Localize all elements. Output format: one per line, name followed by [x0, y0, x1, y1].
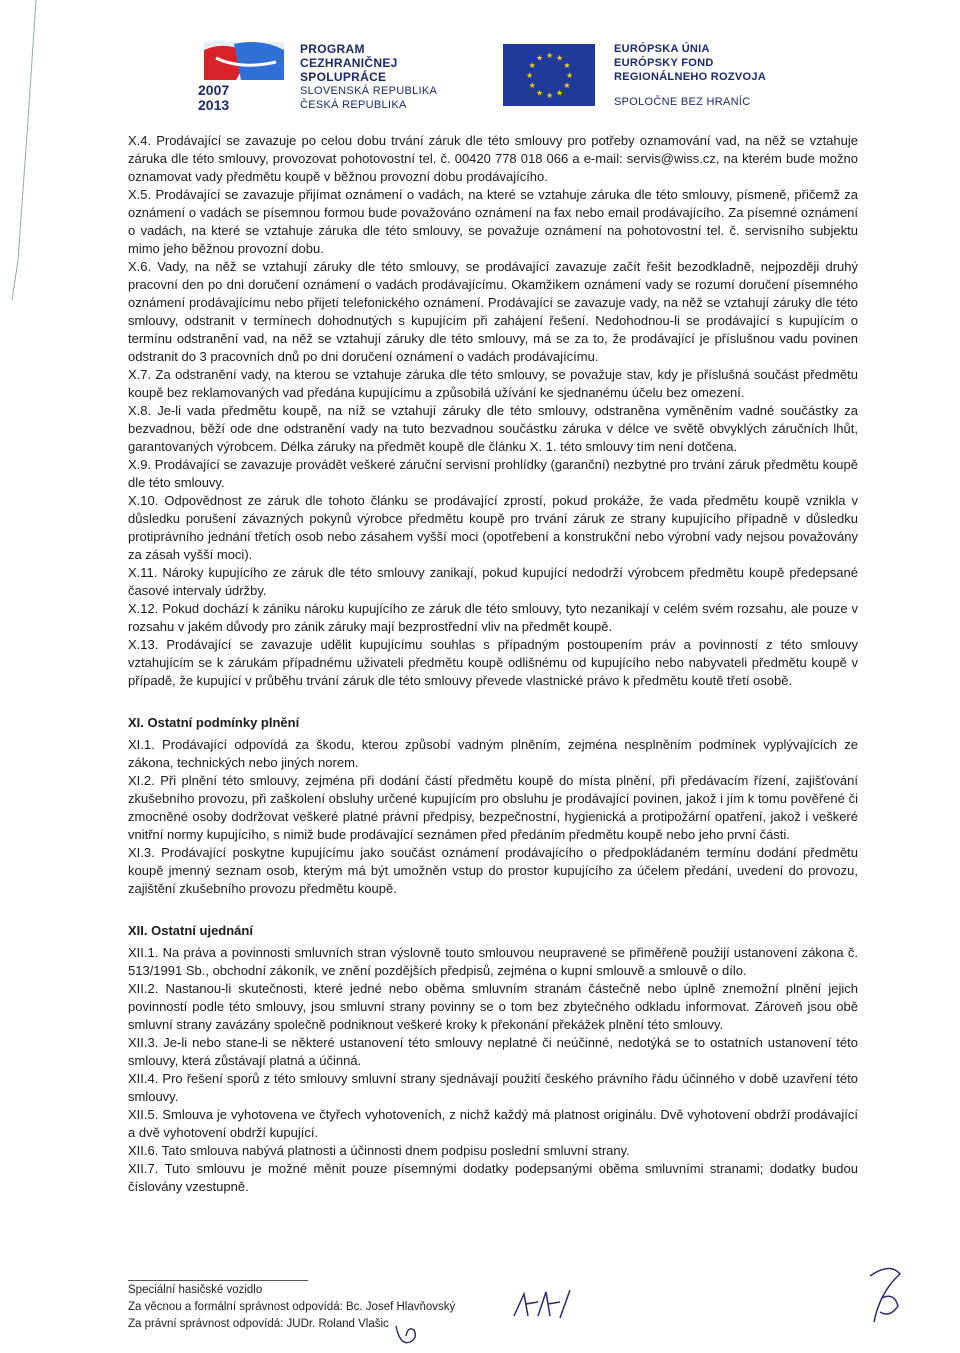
- eu-star-icon: ★: [536, 88, 544, 98]
- initials-signature-3: [392, 1322, 432, 1350]
- contract-body: [128, 132, 858, 1196]
- eu-star-icon: ★: [546, 51, 554, 60]
- eu-star-icon: ★: [526, 71, 534, 80]
- clause-number: X.4.: [128, 133, 152, 148]
- document-header: [196, 30, 836, 110]
- section-xii-title: XII. Ostatní ujednání: [128, 923, 253, 938]
- clause-number: XII.2.: [128, 981, 159, 996]
- clause-number: X.9.: [128, 457, 152, 472]
- program-year-end: 2013: [198, 97, 230, 112]
- clause-text: Odpovědnost ze záruk dle tohoto článku se prodávající zprostí, pokud prokáže, že vada předmětu koupě vznikla v důsledku porušení závazných pokynů výrobce předmětu koupě pro trvání záruk ze strany kupujícího případně v důsledku protiprávního jednání třetích osob nebo zásahem vyšší moci (opotřebení a konstrukční nebo výrobní vady nejsou považovány za zásah vyšší moci).: [128, 493, 858, 562]
- clause-paragraph: [128, 402, 858, 456]
- clause-number: XII.1.: [128, 945, 159, 960]
- clause-number: XI.2.: [128, 773, 155, 788]
- clause-text: Na práva a povinnosti smluvních stran výslovně touto smlouvou neupravené se přiměřeně použijí ustanovení zákona č. 513/1991 Sb., obchodní zákoník, ve znění pozdějších předpisů, zejména o kupní smlouvě a smlouvě o dílo.: [128, 945, 858, 978]
- clause-number: X.10.: [128, 493, 159, 508]
- eu-star-icon: ★: [563, 81, 571, 90]
- scan-edge-mark: [0, 0, 40, 1353]
- clause-paragraph: [128, 980, 858, 1034]
- clause-paragraph: [128, 564, 858, 600]
- clause-number: X.13.: [128, 637, 159, 652]
- clause-paragraph: [128, 366, 858, 402]
- clause-text: Prodávající se zavazuje provádět veškeré záruční servisní prohlídky (garanční) nezbytné pro trvání záruk předmětu koupě dle této smlouvy.: [128, 457, 858, 490]
- clause-number: XI.1.: [128, 737, 155, 752]
- clause-paragraph: [128, 772, 858, 844]
- clause-number: XII.6.: [128, 1143, 159, 1158]
- clause-paragraph: [128, 1106, 858, 1142]
- program-country-1: SLOVENSKÁ REPUBLIKA: [300, 85, 438, 97]
- clause-paragraph: [128, 492, 858, 564]
- eu-star-icon: ★: [546, 91, 554, 100]
- clause-text: Prodávající se zavazuje přijímat oznámení o vadách, na které se vztahuje záruka dle této smlouvy, písmeně, přičemž za oznámení o vadách se písemnou formou bude považováno oznámení na fax nebo email prodávajícího. Za písemné oznámení o vadách, na které se vztahuje záruka dle této smlouvy, se považuje oznámení na pohotovostní tel. č. servisního subjektu mimo jeho běžnou provozní dobu.: [128, 187, 858, 256]
- eu-motto: SPOLOČNE BEZ HRANÍC: [614, 96, 751, 108]
- eu-line-3: REGIONÁLNEHO ROZVOJA: [614, 71, 767, 83]
- eu-star-icon: ★: [528, 81, 536, 90]
- footer-rule: [128, 1280, 308, 1281]
- eu-star-icon: ★: [566, 71, 574, 80]
- clause-paragraph: [128, 600, 858, 636]
- clause-text: Za odstranění vady, na kterou se vztahuje záruka dle této smlouvy, se považuje stav, kdy je příslušná součást předmětu koupě bez reklamovaných vad předána kupujícímu a způsobilá užívání ke sjednanému účelu bez omezení.: [128, 367, 858, 400]
- eu-star-icon: ★: [563, 61, 571, 70]
- clause-number: X.6.: [128, 259, 152, 274]
- clause-number: XII.3.: [128, 1035, 159, 1050]
- program-title-line-2: CEZHRANIČNEJ: [300, 56, 398, 70]
- section-xi-paragraphs: [128, 736, 858, 898]
- clause-text: Vady, na něž se vztahují záruky dle této smlouvy, se prodávající zavazuje začít řešit bezodkladně, nejpozději druhý pracovní den po dni doručení oznámení o vadách prodávajícímu. Okamžikem oznámení vady se rozumí doručení písemného oznámení prodávajícímu nebo přijetí telefonického oznámení. Prodávající se zavazuje vady, na něž se vztahují záruky dle této smlouvy, odstranit v termínech dohodnutých s kupujícím při zahájení řešení. Nedohodnou-li se prodávající s kupujícím o termínu odstranění vad, na něž se vztahují záruky dle této smlouvy, má se za to, že prodávající je příslušnou vadu povinen odstranit do 3 pracovních dnů po dni doručení oznámení o vadách prodávajícímu.: [128, 259, 858, 364]
- clause-text: Pokud dochází k zániku nároku kupujícího ze záruk dle této smlouvy, tyto nezanikají v celém svém rozsahu, ale pouze v rozsahu v jakém důvody pro zánik záruky mají bezprostřední vliv na předmět koupě.: [128, 601, 858, 634]
- clause-paragraph: [128, 1160, 858, 1196]
- clause-number: X.7.: [128, 367, 152, 382]
- clause-number: X.8.: [128, 403, 152, 418]
- clause-text: Prodávající se zavazuje udělit kupujícímu souhlas s případným postoupením práv a povinností z této smlouvy vztahujícím se k zárukám případnému uživateli předmětu koupě odlišnému od kupujícího nebo nabyvateli předmětu koupě v případě, že kupující v průběhu trvání záruk dle této smlouvy převede vlastnické právo k předmětu koutě třetí osobě.: [128, 637, 858, 688]
- clause-text: Tato smlouva nabývá platnosti a účinnosti dnem podpisu poslední smluvní strany.: [161, 1143, 630, 1158]
- clause-paragraph: [128, 456, 858, 492]
- section-xi-title: XI. Ostatní podmínky plnění: [128, 715, 300, 730]
- cross-border-program-logo: [196, 40, 291, 112]
- clause-paragraph: [128, 258, 858, 366]
- footer-subject: Speciální hasičské vozidlo: [128, 1284, 263, 1296]
- clause-text: Pro řešení sporů z této smlouvy smluvní strany sjednávají použití českého právního řádu účinného v době uzavření této smlouvy.: [128, 1071, 858, 1104]
- eu-line-1: EURÓPSKA ÚNIA: [614, 43, 710, 55]
- clause-paragraph: [128, 132, 858, 186]
- clause-paragraph: [128, 1034, 858, 1070]
- clause-text: Tuto smlouvu je možné měnit pouze písemnými dodatky podepsanými oběma smluvními stranami; dodatky budou číslovány vzestupně.: [128, 1161, 858, 1194]
- clause-paragraph: [128, 1142, 858, 1160]
- clause-text: Nároky kupujícího ze záruk dle této smlouvy zanikají, pokud kupující nedodrží výrobcem předmětu koupě předepsané časové intervaly údržby.: [128, 565, 859, 598]
- program-title-block: [300, 42, 437, 112]
- clause-text: Smlouva je vyhotovena ve čtyřech vyhotoveních, z nichž každý má platnost originálu. Dvě vyhotovení obdrží prodávající a dvě vyhotovení obdrží kupující.: [128, 1107, 858, 1140]
- clause-text: Prodávající poskytne kupujícímu jako součást oznámení prodávajícího o předpokládaném termínu dodání předmětu koupě jmenný seznam osob, kterým má být umožněn vstup do prostor kupujícího za účelem předání, uvedení do provozu, zajištění zkušebního provozu předmětu koupě.: [128, 845, 858, 896]
- section-xii-paragraphs: [128, 944, 858, 1196]
- clause-number: XII.7.: [128, 1161, 159, 1176]
- footer-factual-responsibility: Za věcnou a formální správnost odpovídá: Bc. Josef Hlavňovský: [128, 1301, 456, 1313]
- clause-paragraph: [128, 186, 858, 258]
- eu-line-2: EURÓPSKY FOND: [614, 57, 714, 69]
- clause-number: XII.4.: [128, 1071, 159, 1086]
- eu-star-icon: ★: [528, 61, 536, 70]
- clause-paragraph: [128, 636, 858, 690]
- clause-text: Při plnění této smlouvy, zejména při dodání částí předmětu koupě do místa plnění, při předávacím řízení, zajišťování zkušebního provozu, při zaškolení obsluhy určené kupujícím pro obsluhu je prodávající povinen, jakož i jím k tomu pověřené či zmocněné osoby dodržovat veškeré platné právní předpisy, bezpečnostní, hygienická a protipožární opatření, jakož i veškeré vnitřní normy kupujícího, s nimiž bude prodávající seznámen před předáním předmětu koupě nebo jeho první části.: [128, 773, 858, 842]
- eu-star-icon: ★: [556, 88, 564, 98]
- program-year-start: 2007: [198, 82, 230, 98]
- clause-number: X.12.: [128, 601, 159, 616]
- eu-star-icon: ★: [536, 53, 544, 63]
- section-x-paragraphs: [128, 132, 858, 690]
- eu-flag-icon: [503, 44, 595, 106]
- clause-paragraph: [128, 1070, 858, 1106]
- initials-signature-2: [860, 1262, 910, 1330]
- clause-paragraph: [128, 844, 858, 898]
- clause-paragraph: [128, 736, 858, 772]
- clause-text: Je-li nebo stane-li se některé ustanovení této smlouvy neplatné či neúčinné, nedotýká se to ostatních ustanovení této smlouvy, která zůstávají platná a účinná.: [128, 1035, 858, 1068]
- clause-text: Prodávající se zavazuje po celou dobu trvání záruk dle této smlouvy pro potřeby oznamování vad, na něž se vztahuje záruka dle této smlouvy, provozovat pohotovostní tel. č. 00420 778 018 066 a e-mail: servis@wiss.cz, na kterém bude možno oznamovat vady předmětu koupě v běžnou provozní dobu prodávajícího.: [128, 133, 858, 184]
- eu-fund-block: [614, 42, 766, 109]
- clause-number: X.5.: [128, 187, 152, 202]
- clause-paragraph: [128, 944, 858, 980]
- initials-signature-1: [508, 1286, 578, 1326]
- program-country-2: ČESKÁ REPUBLIKA: [300, 99, 407, 111]
- clause-text: Je-li vada předmětu koupě, na níž se vztahují záruky dle této smlouvy, odstraněna vyměněním vadné součástky za bezvadnou, běží ode dne odstranění vady na tuto bezvadnou součástku záruka v délce ve světě obvyklých záručních lhůt, garantovaných výrobcem. Délka záruky na předmět koupě dle článku X. 1. této smlouvy tím není dotčena.: [128, 403, 858, 454]
- program-title-line-1: PROGRAM: [300, 42, 365, 56]
- clause-number: X.11.: [128, 565, 158, 580]
- clause-number: XI.3.: [128, 845, 155, 860]
- clause-number: XII.5.: [128, 1107, 159, 1122]
- clause-text: Prodávající odpovídá za škodu, kterou způsobí vadným plněním, zejména nesplněním podmínek vyplývajících ze zákona, technických nebo jiných norem.: [128, 737, 858, 770]
- program-title-line-3: SPOLUPRÁCE: [300, 70, 387, 84]
- footer-legal-responsibility: Za právní správnost odpovídá: JUDr. Roland Vlašic: [128, 1318, 389, 1330]
- eu-star-icon: ★: [556, 53, 564, 63]
- clause-text: Nastanou-li skutečnosti, které jedné nebo oběma smluvním stranám částečně nebo úplně znemožní plnění jejich povinností podle této smlouvy, jsou smluvní strany povinny se o tom bez zbytečného odkladu informovat. Zároveň jsou obě smluvní strany zavázány společně podniknout veškeré kroky k překonání překážek plnění této smlouvy.: [128, 981, 858, 1032]
